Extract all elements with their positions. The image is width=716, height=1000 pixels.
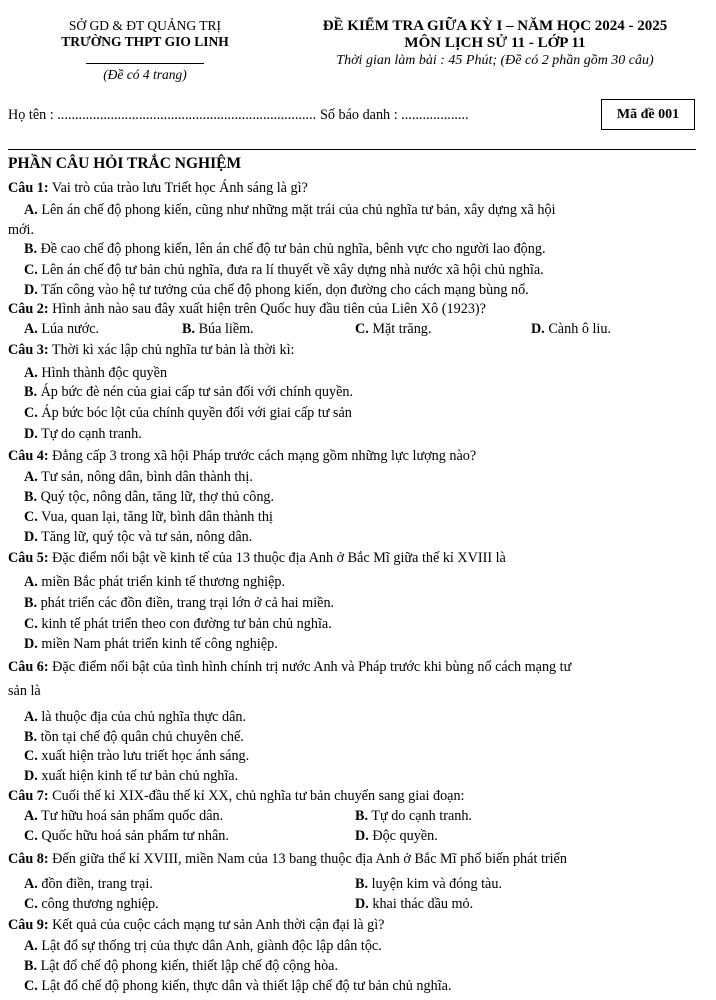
question-9: Câu 9: Kết quả của cuộc cách mạng tư sản Anh thời cận đại là gì? (8, 917, 385, 933)
answer-3c: C. Áp bức bóc lột của chính quyền đối với giai cấp tư sản (24, 405, 352, 421)
student-name-field: Họ tên : ......................................................................... (8, 107, 317, 123)
school-name: TRƯỜNG THPT GIO LINH (61, 34, 229, 49)
question-number: Câu 1: (8, 180, 49, 196)
answer-3b: B. Áp bức đè nén của giai cấp tư sản đối với chính quyền. (24, 384, 354, 400)
exam-code-box: Mã đề 001 (601, 99, 695, 130)
answer-2a: A. Lúa nước. (24, 321, 100, 337)
question-1 (8, 180, 308, 197)
answer-4c: C. Vua, quan lại, tăng lữ, bình dân thành thị (24, 509, 273, 525)
section-divider (8, 149, 696, 150)
answer-1a-continued: mới. (8, 222, 35, 238)
section-title: PHẦN CÂU HỎI TRẮC NGHIỆM (8, 155, 242, 172)
answer-9c: C. Lật đổ chế độ phong kiến, thực dân và thiết lập chế độ tư bản chủ nghĩa. (24, 978, 452, 994)
time-note: Thời gian làm bài : 45 Phút; (Đề có 2 phần gồm 30 câu) (336, 53, 654, 68)
school-header (30, 18, 260, 83)
answer-3d: D. Tự do cạnh tranh. (24, 426, 142, 442)
question-5: Câu 5: Đặc điểm nổi bật về kinh tế của 13 thuộc địa Anh ở Bắc Mĩ giữa thế kỉ XVIII là (8, 550, 506, 566)
exam-header (300, 18, 690, 69)
answer-5d: D. miền Nam phát triển kinh tế công nghiệp. (24, 636, 278, 652)
answer-9a: A. Lật đổ sự thống trị của thực dân Anh, giành độc lập dân tộc. (24, 938, 382, 954)
answer-7d: D. Độc quyền. (355, 828, 438, 844)
answer-2d: D. Cành ô liu. (531, 321, 612, 337)
answer-2c: C. Mặt trăng. (355, 321, 432, 337)
answer-6b: B. tồn tại chế độ quân chủ chuyên chế. (24, 729, 244, 745)
exam-title: ĐỀ KIỂM TRA GIỮA KỲ I – NĂM HỌC 2024 - 2025 (322, 18, 668, 34)
answer-5b: B. phát triển các đồn điền, trang trại lớn ở cả hai miền. (24, 595, 335, 611)
answer-8a: A. đồn điền, trang trại. (24, 876, 153, 892)
question-4: Câu 4: Đẳng cấp 3 trong xã hội Pháp trước cách mạng gồm những lực lượng nào? (8, 448, 477, 464)
question-8: Câu 8: Đến giữa thế kỉ XVIII, miền Nam của 13 bang thuộc địa Anh ở Bắc Mĩ phổ biến phát triển (8, 851, 567, 867)
answer-2b: B. Búa liềm. (182, 321, 254, 337)
answer-4d: D. Tăng lữ, quý tộc và tư sản, nông dân. (24, 529, 253, 545)
answer-6a: A. là thuộc địa của chủ nghĩa thực dân. (24, 709, 247, 725)
answer-1b: B. Đề cao chế độ phong kiến, lên án chế độ tư bản chủ nghĩa, bênh vực cho người lao động. (24, 241, 546, 257)
answer-5c: C. kinh tế phát triển theo con đường tư bản chủ nghĩa. (24, 616, 332, 632)
answer-6c: C. xuất hiện trào lưu triết học ánh sáng. (24, 748, 250, 764)
answer-7a: A. Tư hữu hoá sản phẩm quốc dân. (24, 808, 224, 824)
answer-5a: A. miền Bắc phát triển kinh tế thương nghiệp. (24, 574, 286, 590)
answer-8b: B. luyện kim và đóng tàu. (355, 876, 502, 892)
question-6-continued: sản là (8, 683, 41, 699)
question-3: Câu 3: Thời kì xác lập chủ nghĩa tư bản là thời kì: (8, 342, 295, 358)
question-2: Câu 2: Hình ảnh nào sau đây xuất hiện trên Quốc huy đầu tiên của Liên Xô (1923)? (8, 301, 486, 317)
question-7: Câu 7: Cuối thế kỉ XIX-đầu thế kỉ XX, chủ nghĩa tư bản chuyển sang giai đoạn: (8, 788, 465, 804)
answer-4a: A. Tư sản, nông dân, bình dân thành thị. (24, 469, 253, 485)
page-count-note: (Đề có 4 trang) (103, 67, 187, 82)
department-name: SỞ GD & ĐT QUẢNG TRỊ (68, 18, 222, 33)
answer-1a: A. Lên án chế độ phong kiến, cũng như những mặt trái của chủ nghĩa tư bản, xây dựng xã hội (24, 202, 556, 218)
answer-3a: A. Hình thành độc quyền (24, 365, 168, 381)
answer-6d: D. xuất hiện kinh tế tư bản chủ nghĩa. (24, 768, 239, 784)
answer-1d: D. Tấn công vào hệ tư tưởng của chế độ phong kiến, dọn đường cho cách mạng bùng nổ. (24, 282, 529, 298)
header-divider (86, 63, 204, 64)
answer-1c: C. Lên án chế độ tư bản chủ nghĩa, đưa ra lí thuyết về xây dựng nhà nước xã hội chủ nghĩa. (24, 262, 544, 278)
answer-9b: B. Lật đổ chế độ phong kiến, thiết lập chế độ cộng hòa. (24, 958, 339, 974)
answer-4b: B. Quý tộc, nông dân, tăng lữ, thợ thủ công. (24, 489, 275, 505)
answer-7b: B. Tự do cạnh tranh. (355, 808, 472, 824)
answer-8d: D. khai thác dầu mỏ. (355, 896, 474, 912)
student-id-field: Số báo danh : ................... (320, 107, 469, 123)
subject-title: MÔN LỊCH SỬ 11 - LỚP 11 (404, 35, 586, 51)
question-6: Câu 6: Đặc điểm nổi bật của tình hình chính trị nước Anh và Pháp trước khi bùng nổ cách mạng tư (8, 659, 572, 675)
answer-8c: C. công thương nghiệp. (24, 896, 159, 912)
question-text: Vai trò của trào lưu Triết học Ánh sáng là gì? (51, 180, 308, 196)
answer-7c: C. Quốc hữu hoá sản phẩm tư nhân. (24, 828, 229, 844)
